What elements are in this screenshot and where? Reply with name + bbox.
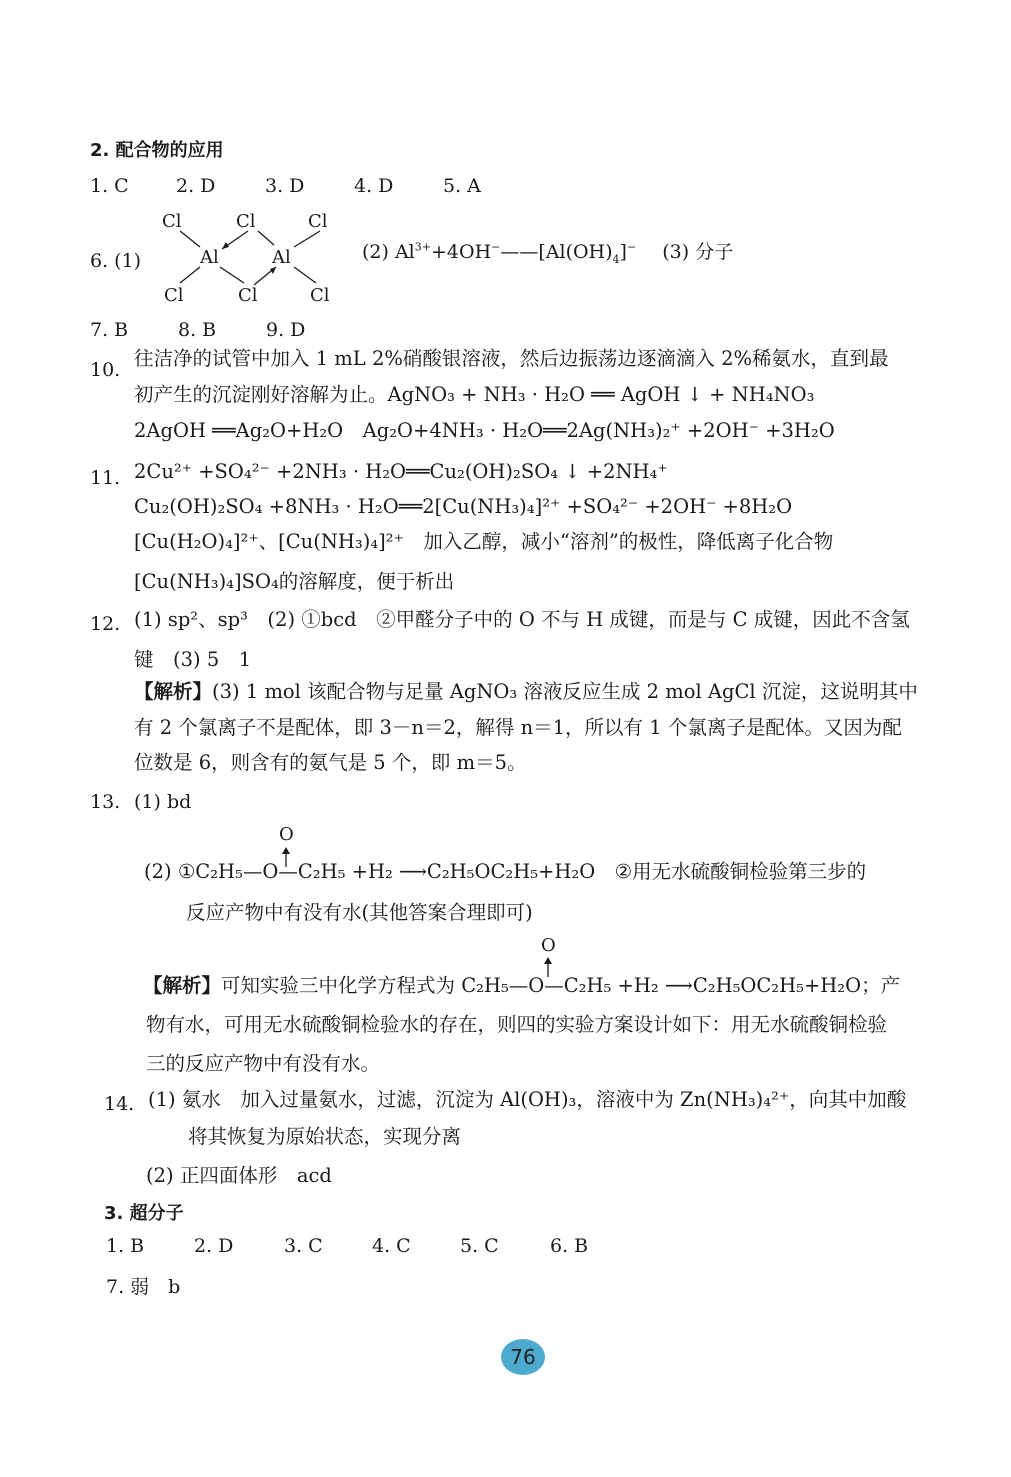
answer-line: (2) ①C₂H₅—O—C₂H₅ +H₂ ⟶C₂H₅OC₂H₅+H₂O ②用无水硫酸铜检验第三步的 (144, 860, 867, 883)
question-number: 12. (90, 613, 121, 635)
text: +4OH (430, 241, 492, 263)
explanation-tag: 【解析】 (134, 680, 213, 703)
oxygen-label: O (541, 935, 556, 956)
answer-line: 初产生的沉淀刚好溶解为止。AgNO₃ + NH₃ · H₂O ══ AgOH ↓ + NH₄NO₃ (134, 383, 815, 406)
explanation-line (134, 682, 918, 702)
answer-line: (1) bd (134, 791, 192, 813)
answer-line: 2Cu²⁺ +SO₄²⁻ +2NH₃ · H₂O══Cu₂(OH)₂SO₄ ↓ +2NH₄⁺ (134, 460, 668, 483)
answer-line: [Cu(NH₃)₄]SO₄的溶解度，便于析出 (134, 570, 455, 593)
answer: 5. C (460, 1235, 499, 1257)
question-6-part2: (2) $Al^{3+}+4OH^-——[Al(OH)_4]^-$ (3) 分子 (362, 240, 734, 266)
text: (3) 1 mol 该配合物与足量 AgNO₃ 溶液反应生成 2 mol AgCl 沉淀，这说明其中 (212, 680, 918, 703)
atom-label: Cl (162, 211, 182, 232)
answer: 2. D (194, 1235, 234, 1257)
atom-label: Cl (310, 285, 330, 305)
explanation-line: 位数是 6，则含有的氨气是 5 个，即 m＝5。 (134, 751, 527, 774)
explanation-tag: 【解析】 (143, 974, 222, 997)
explanation-line: 三的反应产物中有没有水。 (146, 1052, 381, 1075)
answer: 6. B (550, 1235, 589, 1257)
question-number: 10. (90, 359, 121, 381)
question-number: 11. (90, 467, 121, 489)
atom-label: Al (272, 247, 291, 268)
answer-line: Cu₂(OH)₂SO₄ +8NH₃ · H₂O══2[Cu(NH₃)₄]²⁺ +SO₄²⁻ +2OH⁻ +8H₂O (134, 495, 793, 518)
answer: 2. D (176, 175, 216, 197)
atom-label: Cl (164, 285, 184, 305)
answer-line: [Cu(H₂O)₄]²⁺、[Cu(NH₃)₄]²⁺ 加入乙醇，减小“溶剂”的极性，降低离子化合物 (134, 530, 834, 553)
answer-line: 将其恢复为原始状态，实现分离 (188, 1125, 462, 1148)
atom-label: Cl (236, 211, 256, 232)
answer: 7. B (90, 319, 129, 341)
al2cl6-structure (150, 205, 350, 305)
answer: 1. B (106, 1235, 145, 1257)
explanation-line: 物有水，可用无水硫酸铜检验水的存在，则四的实验方案设计如下：用无水硫酸铜检验 (146, 1013, 888, 1036)
section-title: 3. 超分子 (104, 1203, 184, 1224)
atom-label: Al (200, 247, 219, 268)
answer-line: 2AgOH ══Ag₂O+H₂O Ag₂O+4NH₃ · H₂O══2Ag(NH₃)₂⁺ +2OH⁻ +3H₂O (134, 419, 835, 442)
answer: 1. C (90, 175, 129, 197)
answer-line: (1) 氨水 加入过量氨水，过滤，沉淀为 Al(OH)₃，溶液中为 Zn(NH₃)₄²⁺，向其中加酸 (148, 1088, 907, 1111)
explanation-line (143, 976, 900, 996)
answer: 8. B (178, 319, 217, 341)
answer-line: 7. 弱 b (106, 1276, 181, 1298)
section-title: 2. 配合物的应用 (90, 140, 224, 161)
text: (3) 分子 (662, 241, 734, 263)
text: (2) Al (362, 241, 415, 263)
answer: 4. C (372, 1235, 411, 1257)
answer-line: 反应产物中有没有水(其他答案合理即可) (186, 901, 533, 924)
answer-line: (2) 正四面体形 acd (146, 1164, 332, 1187)
answer: 5. A (443, 175, 481, 197)
answer-line: 键 (3) 5 1 (134, 648, 252, 671)
text: ] (619, 241, 627, 263)
answer: 9. D (266, 319, 306, 341)
oxygen-label: O (279, 824, 294, 845)
text: ——[Al(OH) (500, 241, 613, 263)
answer-line: (1) sp²、sp³ (2) ①bcd ②甲醛分子中的 O 不与 H 成键，而是与 C 成键，因此不含氢 (134, 608, 910, 631)
text: 可知实验三中化学方程式为 C₂H₅—O—C₂H₅ +H₂ ⟶C₂H₅OC₂H₅+H₂O；产 (221, 974, 901, 997)
page-number: 76 (501, 1339, 545, 1375)
answer: 3. C (284, 1235, 323, 1257)
atom-label: Cl (308, 211, 328, 232)
answer: 4. D (354, 175, 394, 197)
question-number: 13. (90, 791, 121, 813)
question-6-label: 6. (1) (90, 250, 142, 272)
answer: 3. D (265, 175, 305, 197)
atom-label: Cl (238, 285, 258, 305)
explanation-line: 有 2 个氯离子不是配体，即 3－n＝2，解得 n＝1，所以有 1 个氯离子是配体。又因为配 (134, 716, 902, 739)
answer-line: 往洁净的试管中加入 1 mL 2%硝酸银溶液，然后边振荡边逐滴滴入 2%稀氨水，直到最 (134, 347, 889, 370)
question-number: 14. (104, 1093, 135, 1115)
